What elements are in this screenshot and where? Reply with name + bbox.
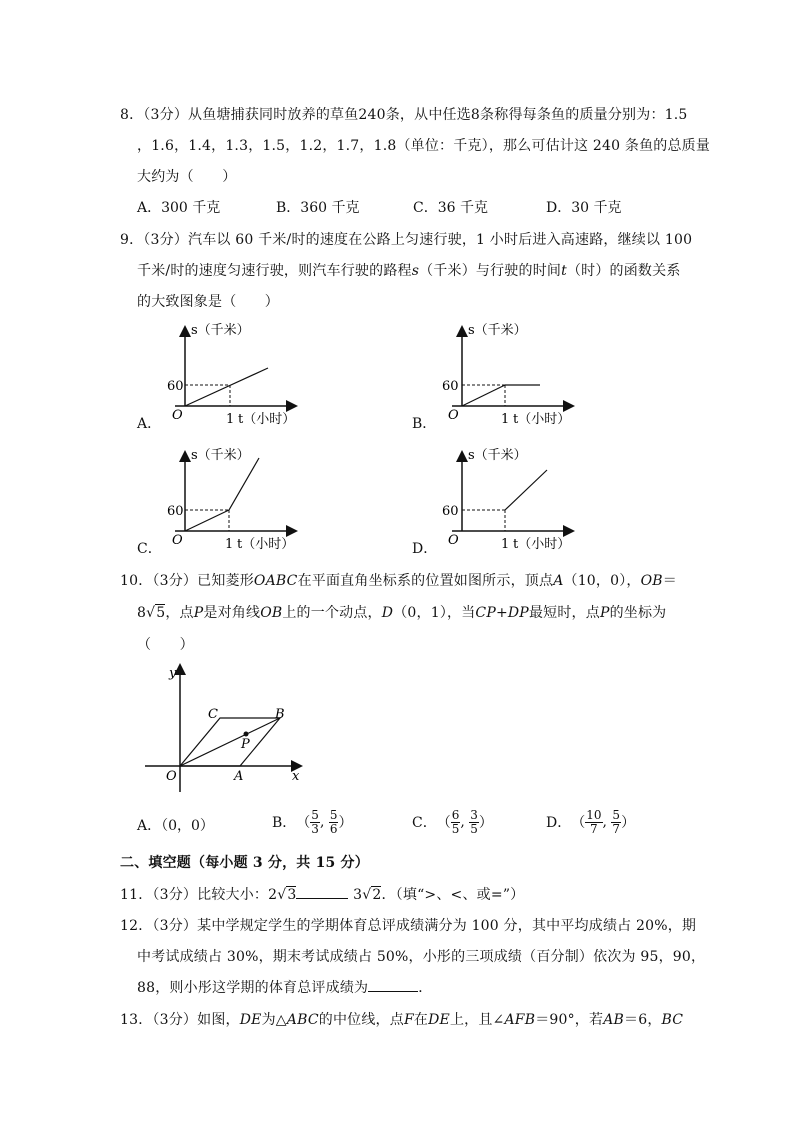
x-axis-label: t（小时） [513,412,571,427]
q10-option-b[interactable]: B． （ $\frac{5}{3}$ , $\frac{5}{6}$ ） [272,807,353,836]
x-tick-label: 1 [501,537,510,552]
graph-line-segment-1 [462,385,505,406]
q9-graph-b [432,320,582,430]
y-tick-label: 60 [442,379,459,394]
q11-answer-blank[interactable] [296,884,348,899]
graph-line [505,470,547,510]
fraction: $\frac{3}{5}$ [470,807,478,836]
x-axis-label: t（小时） [237,537,295,552]
origin-label: O [172,533,183,548]
q10-rhombus-figure [140,660,320,795]
x-tick-label: 1 [226,412,235,427]
fraction: $\frac{5}{7}$ [612,807,621,836]
q9-graph-d [432,445,582,555]
origin-label: O [448,408,459,423]
graph-line [185,368,268,406]
q8-line3: 大约为（ ） [137,169,237,185]
q9-option-a[interactable]: A． [137,416,162,432]
q8-option-a[interactable]: A．300 千克 [137,200,221,216]
q8-line2: ，1.6，1.4，1.3，1.5，1.2，1.7，1.8（单位：千克），那么可估计这 240 条鱼的总质量 [137,138,711,154]
y-tick-label: 60 [167,379,184,394]
q9-graph-a [155,320,305,430]
q9-option-d[interactable]: D． [412,541,438,557]
y-axis-label: s（千米） [191,323,250,338]
b-label: B [275,707,285,722]
origin-label: O [448,533,459,548]
q12-answer-blank[interactable] [368,977,418,992]
x-tick-label: 1 [225,537,234,552]
q8-line1: 8．（3分）从鱼塘捕获同时放养的草鱼240条，从中任选8条称得每条鱼的质量分别为：1.5 [120,107,688,123]
q10-option-a[interactable]: A．（0，0） [137,818,214,834]
x-tick-label: 1 [501,412,510,427]
c-label: C [208,707,218,722]
q12-line1: 12．（3分）某中学规定学生的学期体育总评成绩满分为 100 分，其中平均成绩占 20%，期 [120,918,697,934]
q10-line2: 8√5，点P是对角线OB上的一个动点，D（0，1），当CP+DP最短时，点P的坐标为 [137,605,667,621]
fraction: $\frac{10}{7}$ [586,807,602,836]
x-label: x [292,769,300,784]
q9-line3: 的大致图象是（ ） [137,294,279,310]
y-tick-label: 60 [442,504,459,519]
q12-line3: 88，则小彤这学期的体育总评成绩为 ． [137,977,432,997]
q10-option-c[interactable]: C． （ $\frac{6}{5}$ , $\frac{3}{5}$ ） [412,807,493,836]
q8-option-c[interactable]: C．36 千克 [413,200,488,216]
q10-option-d[interactable]: D． （ $\frac{10}{7}$ , $\frac{5}{7}$ ） [546,807,636,836]
fraction: $\frac{6}{5}$ [451,807,460,836]
q10-line1: 10．（3分）已知菱形OABC在平面直角坐标系的位置如图所示，顶点A（10，0），OB＝ [120,573,677,589]
origin-label: O [172,408,183,423]
graph-line-segment-1 [185,510,229,531]
x-axis-label: t（小时） [238,412,296,427]
q9-graph-c [155,445,305,555]
q9-line2: 千米/时的速度匀速行驶，则汽车行驶的路程s（千米）与行驶的时间t（时）的函数关系 [137,263,681,279]
q9-option-c[interactable]: C． [137,541,162,557]
y-tick-label: 60 [167,504,184,519]
q13-line1: 13．（3分）如图，DE为△ABC的中位线，点F在DE上，且∠AFB＝90°，若AB＝6，BC [120,1012,684,1028]
section-title-fill-in: 二、填空题（每小题 3 分，共 15 分） [120,855,369,871]
fraction: $\frac{5}{3}$ [311,807,319,836]
q9-line1: 9．（3分）汽车以 60 千米/时的速度在公路上匀速行驶，1 小时后进入高速路，继续以 100 [120,232,693,248]
o-label: O [166,769,177,784]
q11-line: 11．（3分）比较大小：2√3 3√2．（填“>、<、或=”） [120,884,524,904]
q12-line2: 中考试成绩占 30%，期末考试成绩占 50%，小彤的三项成绩（百分制）依次为 95，90， [137,949,706,965]
x-axis-label: t（小时） [513,537,571,552]
q8-option-b[interactable]: B．360 千克 [276,200,360,216]
diagonal-ob [180,718,280,766]
point-p [244,732,249,737]
p-label: P [241,737,250,752]
q8-option-d[interactable]: D．30 千克 [546,200,622,216]
a-label: A [234,769,244,784]
q9-option-b[interactable]: B． [412,416,437,432]
y-axis-label: s（千米） [191,448,250,463]
graph-line-segment-2 [229,458,259,510]
y-axis-label: s（千米） [468,448,527,463]
sqrt-symbol: √5 [146,605,166,621]
fraction: $\frac{5}{6}$ [329,807,338,836]
y-label: y [169,666,177,681]
y-axis-label: s（千米） [468,323,527,338]
q10-line3: （ ） [137,637,194,653]
